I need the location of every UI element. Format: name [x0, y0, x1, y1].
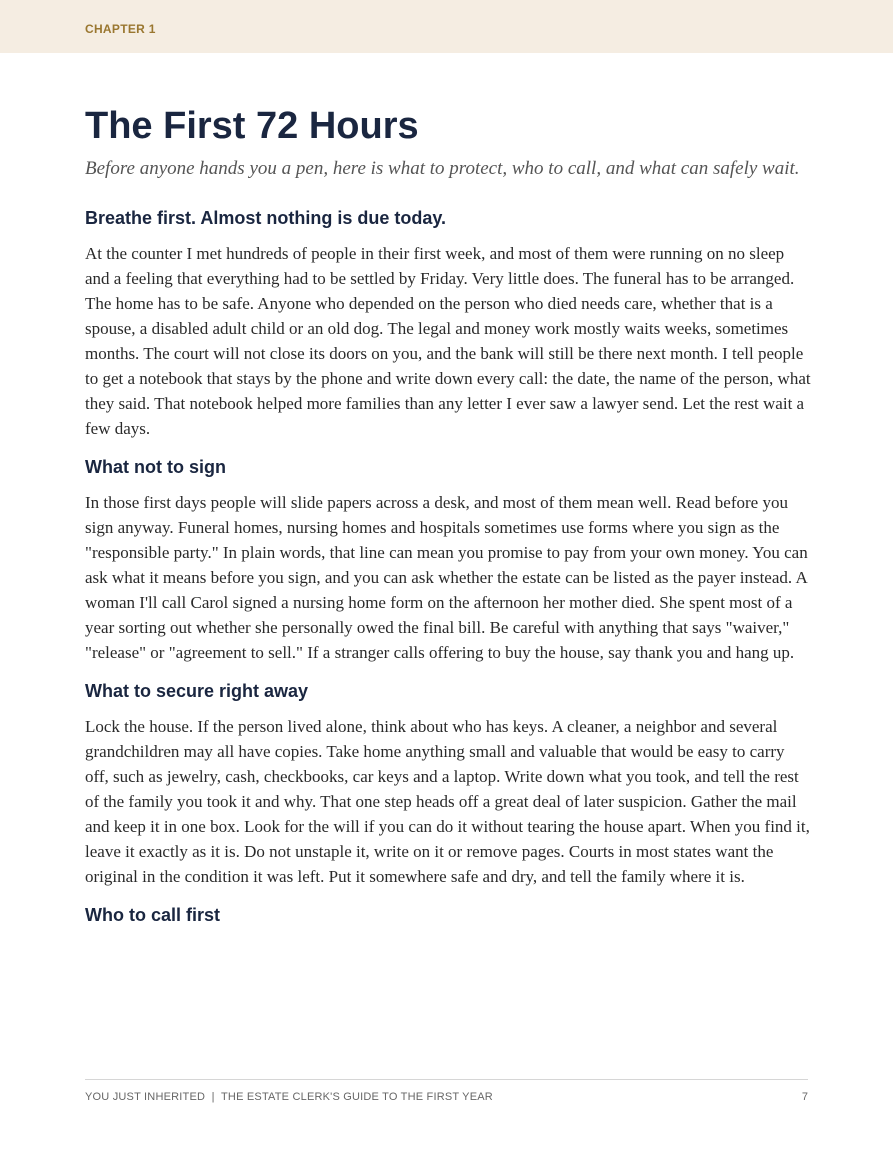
page-title: The First 72 Hours: [85, 105, 419, 147]
page-content: [85, 102, 811, 927]
footer-divider: [85, 1079, 808, 1080]
chapter-label: CHAPTER 1: [85, 22, 156, 36]
section-heading-what-not-to-sign: What not to sign: [85, 457, 226, 477]
section-heading-who-to-call-first: Who to call first: [85, 905, 220, 925]
footer-running-title: YOU JUST INHERITED | THE ESTATE CLERK'S GUIDE TO THE FIRST YEAR: [85, 1091, 493, 1103]
section-heading-what-to-secure: What to secure right away: [85, 681, 309, 701]
section-body-breathe-first: At the counter I met hundreds of people in their first week, and most of them were running on no sleep and a feeling that everything had to be settled by Friday. Very little does. The funeral has to be arranged. The home has to be safe. Anyone who depended on the person who died needs care, whether that is a spouse, a disabled adult child or an old dog. The legal and money work mostly waits weeks, sometimes months. The court will not close its doors on you, and the bank will still be there next month. I tell people to get a notebook that stays by the phone and write down every call: the date, the name of the person, what they said. That notebook helped more families than any letter I ever saw a lawyer send. Let the rest wait a few days.: [85, 244, 811, 438]
section-body-what-to-secure: Lock the house. If the person lived alone, think about who has keys. A cleaner, a neighbor and several grandchildren may all have copies. Take home anything small and valuable that would be easy to carry off, such as jewelry, cash, checkbooks, car keys and a laptop. Write down what you took, and tell the rest of the family you took it and why. That one step heads off a great deal of later suspicion. Gather the mail and keep it in one box. Look for the will if you can do it without tearing the house apart. When you find it, leave it exactly as it is. Do not unstaple it, write on it or remove pages. Courts in most states want the original in the condition it was left. Put it somewhere safe and dry, and tell the family where it is.: [85, 717, 810, 886]
page-number: 7: [801, 1091, 808, 1103]
section-heading-breathe-first: Breathe first. Almost nothing is due today.: [85, 208, 447, 228]
page-subtitle: Before anyone hands you a pen, here is what to protect, who to call, and what can safely wait.: [85, 158, 800, 179]
chapter-header-band: [0, 0, 893, 53]
section-body-what-not-to-sign: In those first days people will slide papers across a desk, and most of them mean well. Read before you sign anyway. Funeral homes, nursing homes and hospitals sometimes use forms where you sign as the "responsible party." In plain words, that line can mean you promise to pay from your own money. You can ask what it means before you sign, and you can ask whether the estate can be listed as the payer instead. A woman I'll call Carol signed a nursing home form on the afternoon her mother died. She spent most of a year sorting out whether she personally owed the final bill. Be careful with anything that says "waiver," "release" or "agreement to sell." If a stranger calls offering to buy the house, say thank you and hang up.: [85, 493, 808, 662]
